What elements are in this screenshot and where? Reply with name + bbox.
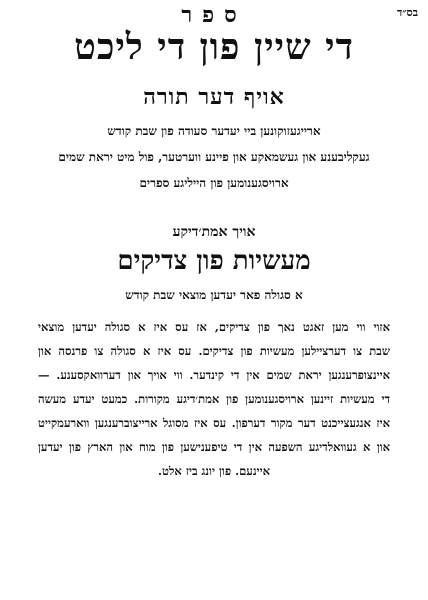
subtitle: אויף דער תורה xyxy=(143,84,285,110)
main-title: די שיין פון די ליכט xyxy=(74,26,354,68)
paragraph-line: איז אנגעצייכנט דער מקור דערפון. עס איז מסוגל ארייצוברענגען ווארעמקייט xyxy=(38,416,390,430)
paragraph-line: איינצופרענגען יראת שמים אין די קינדער. ווי אויך און דערוואקסענע. — xyxy=(38,368,390,382)
paragraph-line: איינעם. פון יונג ביז אלט. xyxy=(158,464,270,478)
second-heading: מעשיות פון צדיקים xyxy=(117,246,311,276)
paragraph-line: שבת צו דערציילען מעשיות פון צדיקים. עס איז א סגולה צו פרנסה און xyxy=(38,344,390,358)
paragraph-line: אזוי ווי מען זאגט נאך פון צדיקים, אז עס איז א סגולה יעדען מוצאי xyxy=(38,320,390,334)
description-line: געקליבענע און געשמאקע און פיינע ווערטער, פול מיט יראת שמים xyxy=(58,150,370,164)
corner-mark: בס״ד xyxy=(396,6,418,19)
segula-line: א סגולה פאר יעדען מוצאי שבת קודש xyxy=(125,288,303,302)
description-line: ארייגעזוקונען ביי יעדער סעודה פון שבת קודש xyxy=(107,124,321,138)
paragraph-line: די מעשיות זיינען ארויסגענומען פון אמת׳דיגע מקורות. כמעט יעדע מעשה xyxy=(38,392,390,406)
paragraph-line: און א געוואלדיגע השפעה אין די טיפענישען פון מוח און הארץ פון יעדען xyxy=(38,440,390,454)
emes-line: אויך אמת׳דיקע xyxy=(172,224,256,240)
sefer-label: ספר xyxy=(181,2,247,28)
description-line: ארויסגענומען פון הייליגע ספרים xyxy=(139,176,289,190)
